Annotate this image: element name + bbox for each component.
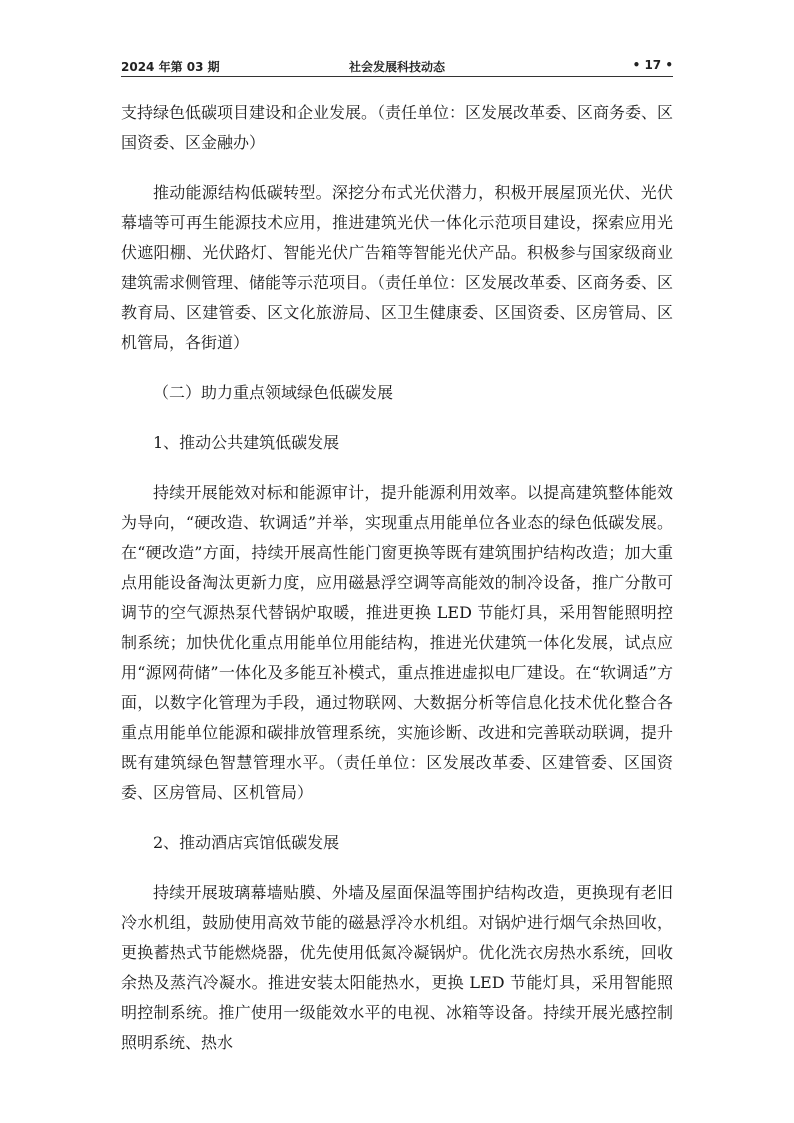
subsection-heading-public-buildings: 1、推动公共建筑低碳发展 bbox=[153, 433, 340, 452]
page-number: • 17 • bbox=[632, 58, 673, 72]
document-body bbox=[121, 98, 673, 1078]
journal-title: 社会发展科技动态 bbox=[348, 60, 445, 74]
section-heading: （二）助力重点领域绿色低碳发展 bbox=[153, 383, 394, 402]
subsection-heading-hotels: 2、推动酒店宾馆低碳发展 bbox=[153, 833, 340, 852]
page-header bbox=[121, 56, 673, 76]
paragraph-public-buildings: 持续开展能效对标和能源审计，提升能源利用效率。以提高建筑整体能效为导向，“硬改造、软调适”并举，实现重点用能单位各业态的绿色低碳发展。在“硬改造”方面，持续开展高性能门窗更换等既有建筑围护结构改造；加大重点用能设备淘汰更新力度，应用磁悬浮空调等高能效的制冷设备，推广分散可调节的空气源热泵代替锅炉取暖，推进更换 LED 节能灯具，采用智能照明控制系统；加快优化重点用能单位用能结构，推进光伏建筑一体化发展，试点应用“源网荷储”一体化及多能互补模式，重点推进虚拟电厂建设。在“软调适”方面，以数字化管理为手段，通过物联网、大数据分析等信息化技术优化整合各重点用能单位能源和碳排放管理系统，实施诊断、改进和完善联动联调，提升既有建筑绿色智慧管理水平。（责任单位：区发展改革委、区建管委、区国资委、区房管局、区机管局） bbox=[121, 483, 673, 802]
issue-label: 2024 年第 03 期 bbox=[121, 60, 220, 74]
paragraph-energy-structure: 推动能源结构低碳转型。深挖分布式光伏潜力，积极开展屋顶光伏、光伏幕墙等可再生能源技术应用，推进建筑光伏一体化示范项目建设，探索应用光伏遮阳棚、光伏路灯、智能光伏广告箱等智能光伏产品。积极参与国家级商业建筑需求侧管理、储能等示范项目。（责任单位：区发展改革委、区商务委、区教育局、区建管委、区文化旅游局、区卫生健康委、区国资委、区房管局、区机管局，各街道） bbox=[121, 183, 674, 352]
paragraph-hotels: 持续开展玻璃幕墙贴膜、外墙及屋面保温等围护结构改造，更换现有老旧冷水机组，鼓励使用高效节能的磁悬浮冷水机组。对锅炉进行烟气余热回收，更换蓄热式节能燃烧器，优先使用低氮冷凝锅炉。优化洗衣房热水系统，回收余热及蒸汽冷凝水。推进安装太阳能热水，更换 LED 节能灯具，采用智能照明控制系统。推广使用一级能效水平的电视、冰箱等设备。持续开展光感控制照明系统、热水 bbox=[121, 883, 673, 1052]
header-divider bbox=[121, 76, 673, 77]
paragraph-continuation: 支持绿色低碳项目建设和企业发展。（责任单位：区发展改革委、区商务委、区国资委、区金融办） bbox=[121, 103, 674, 152]
